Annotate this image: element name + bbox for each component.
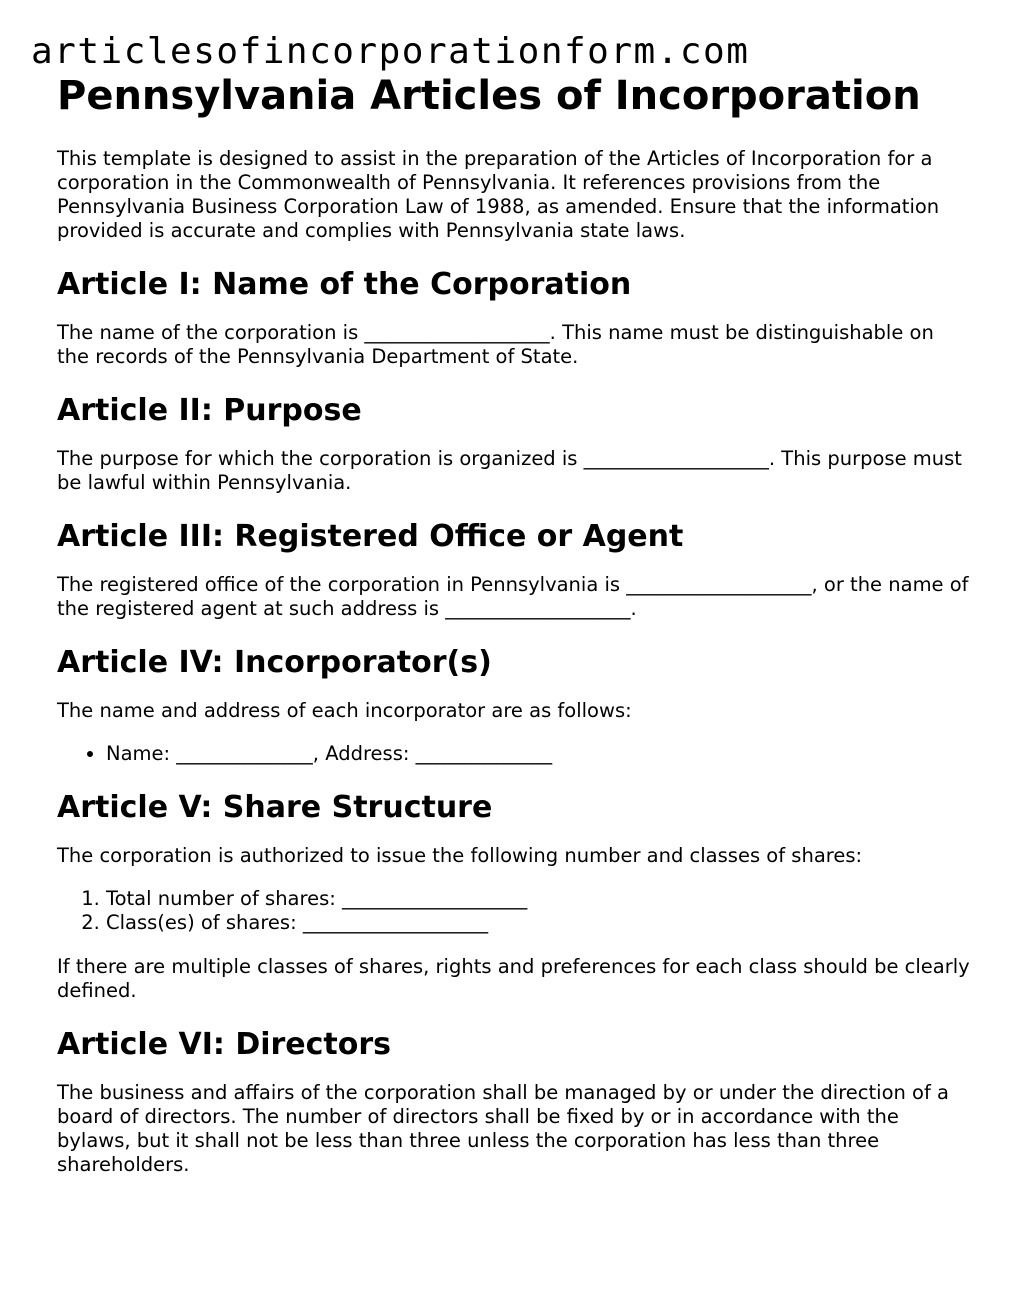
document-page bbox=[57, 72, 972, 1177]
share-list bbox=[57, 887, 972, 935]
article-6-heading: Article VI: Directors bbox=[57, 1027, 392, 1062]
article-4-heading: Article IV: Incorporator(s) bbox=[57, 645, 492, 680]
article-3-text: The registered office of the corporation in Pennsylvania is ___________________, or the name of the registered agent at such address is ___________________. bbox=[57, 573, 969, 620]
article-2-heading: Article II: Purpose bbox=[57, 393, 362, 428]
site-watermark: articlesofincorporationform.com bbox=[31, 31, 750, 72]
article-4-text: The name and address of each incorporator are as follows: bbox=[57, 699, 632, 722]
article-2-text: The purpose for which the corporation is organized is ___________________. This purpose must be lawful within Pennsylvania. bbox=[57, 447, 962, 494]
article-1-heading: Article I: Name of the Corporation bbox=[57, 267, 632, 302]
article-1-text: The name of the corporation is ___________________. This name must be distinguishable on the records of the Pennsylvania Department of State. bbox=[57, 321, 934, 368]
intro-paragraph: This template is designed to assist in the preparation of the Articles of Incorporation for a corporation in the Commonwealth of Pennsylvania. It references provisions from the Pennsylvania Business Corporation Law of 1988, as amended. Ensure that the information provided is accurate and complies with Pennsylvania state laws. bbox=[57, 147, 940, 242]
incorporator-list bbox=[57, 742, 972, 766]
article-5-text: The corporation is authorized to issue the following number and classes of shares: bbox=[57, 844, 863, 867]
incorporator-list-item: • Name: ______________, Address: ______________ bbox=[106, 742, 972, 766]
article-5-heading: Article V: Share Structure bbox=[57, 790, 493, 825]
article-3-heading: Article III: Registered Office or Agent bbox=[57, 519, 684, 554]
share-list-item: 2. Class(es) of shares: ___________________ bbox=[106, 911, 972, 935]
page-title: Pennsylvania Articles of Incorporation bbox=[57, 73, 921, 119]
article-5-note: If there are multiple classes of shares, rights and preferences for each class should be clearly defined. bbox=[57, 955, 970, 1002]
share-list-item: 1. Total number of shares: ___________________ bbox=[106, 887, 972, 911]
article-6-text: The business and affairs of the corporation shall be managed by or under the direction of a board of directors. The number of directors shall be fixed by or in accordance with the bylaws, but it shall not be less than three unless the corporation has less than three shareholders. bbox=[57, 1081, 950, 1176]
